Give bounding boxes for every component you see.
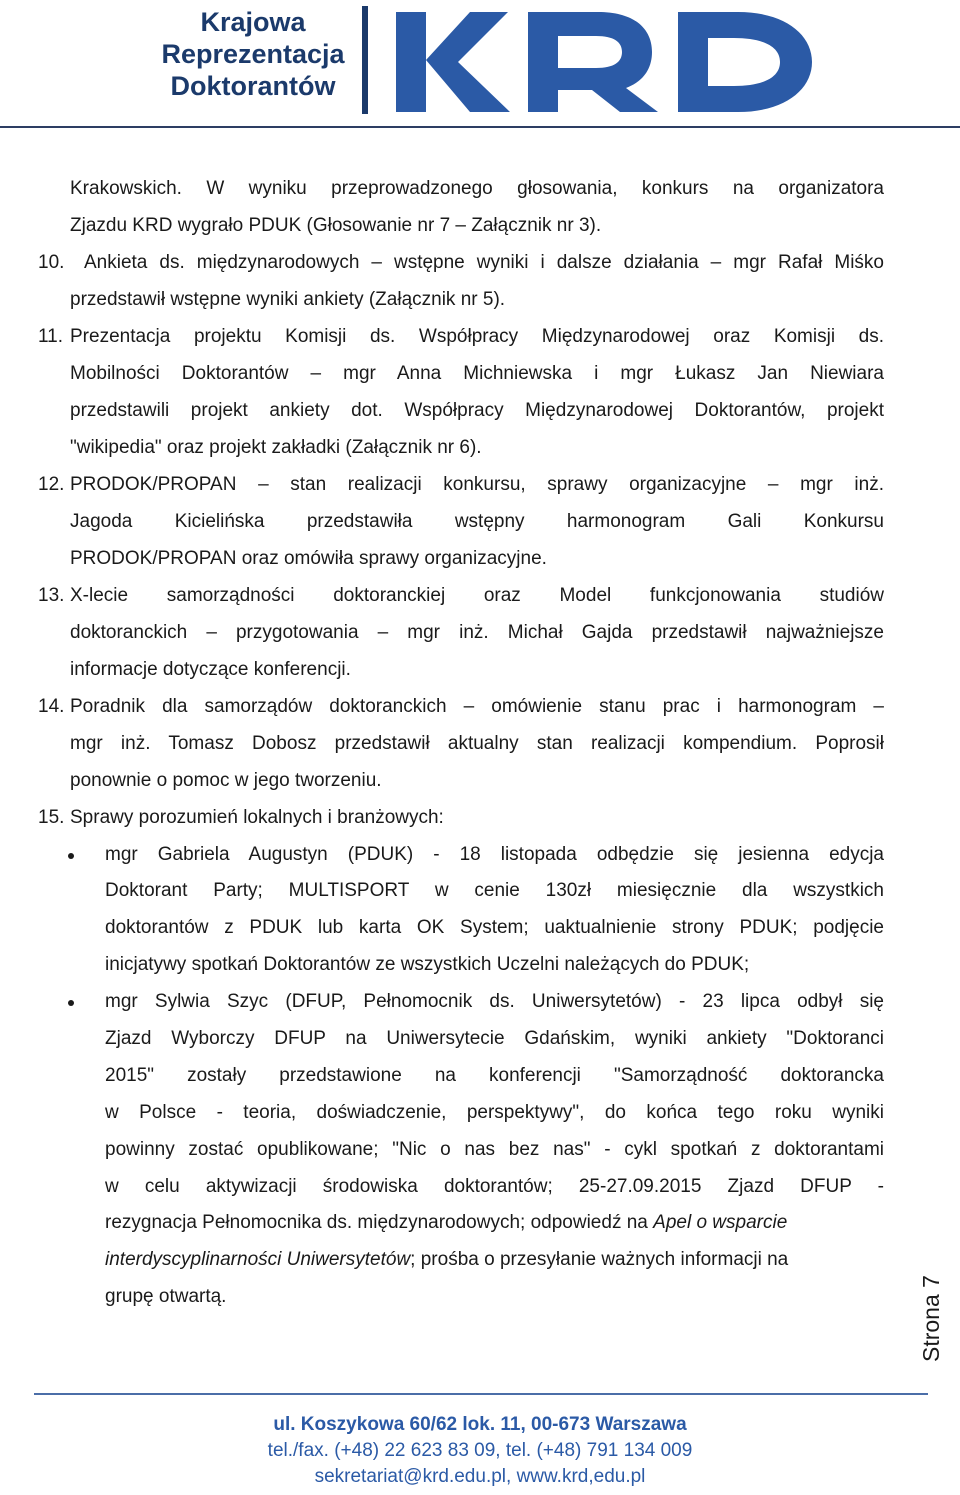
- text-line: powinny zostać opublikowane; "Nic o nas bez nas" - cykl spotkań z doktorantami: [105, 1139, 884, 1160]
- italic-title: Apel o wsparcie: [653, 1212, 788, 1233]
- text-segment: ; prośba o przesyłanie ważnych informacji na: [410, 1249, 789, 1270]
- text-line: PRODOK/PROPAN oraz omówiła sprawy organizacyjne.: [70, 548, 547, 569]
- item-number: 10.: [38, 252, 65, 273]
- text-segment: rezygnacja Pełnomocnika ds. międzynarodowych; odpowiedź na: [105, 1212, 654, 1233]
- page-footer: [0, 1412, 960, 1490]
- text-line: Zjazd Wyborczy DFUP na Uniwersytecie Gdańskim, wyniki ankiety "Doktoranci: [105, 1028, 884, 1049]
- bullet-point: [68, 1000, 74, 1006]
- text-line: w Polsce - teoria, doświadczenie, perspektywy", do końca tego roku wyniki: [105, 1102, 884, 1123]
- org-name-line: Doktorantów: [170, 71, 336, 101]
- text-line: Poradnik dla samorządów doktoranckich – omówienie stanu prac i harmonogram –: [70, 696, 884, 717]
- header-divider: [0, 126, 960, 128]
- text-line: doktoranckich – przygotowania – mgr inż. Michał Gajda przedstawił najważniejsze: [70, 622, 884, 643]
- krd-logo: [362, 2, 922, 118]
- text-line: ponownie o pomoc w jego tworzeniu.: [70, 770, 382, 791]
- text-line: Jagoda Kicielińska przedstawiła wstępny harmonogram Gali Konkursu: [70, 511, 884, 532]
- page-number: Strona 7: [918, 1275, 944, 1362]
- text-line: 2015" zostały przedstawione na konferencji "Samorządność doktorancka: [105, 1065, 884, 1086]
- text-line: [105, 1248, 788, 1272]
- footer-contact: sekretariat@krd.edu.pl, www.krd,edu.pl: [314, 1466, 646, 1487]
- text-line: "wikipedia" oraz projekt zakładki (Załącznik nr 6).: [70, 437, 482, 458]
- text-line: informacje dotyczące konferencji.: [70, 659, 351, 680]
- text-line: mgr inż. Tomasz Dobosz przedstawił aktualny stan realizacji kompendium. Poprosił: [70, 733, 884, 754]
- item-number: 11.: [38, 326, 64, 347]
- item-number: 12.: [38, 474, 65, 495]
- text-line: Ankieta ds. międzynarodowych – wstępne wyniki i dalsze działania – mgr Rafał Miśko: [84, 252, 884, 273]
- text-line: mgr Sylwia Szyc (DFUP, Pełnomocnik ds. Uniwersytetów) - 23 lipca odbył się: [105, 991, 884, 1012]
- text-line: Zjazdu KRD wygrało PDUK (Głosowanie nr 7 – Załącznik nr 3).: [70, 215, 602, 236]
- text-line: przedstawił wstępne wyniki ankiety (Załącznik nr 5).: [70, 289, 506, 310]
- text-line: [105, 1211, 787, 1235]
- italic-title: interdyscyplinarności Uniwersytetów: [105, 1249, 411, 1270]
- footer-phones: tel./fax. (+48) 22 623 83 09, tel. (+48) 791 134 009: [267, 1440, 693, 1461]
- text-line: Krakowskich. W wyniku przeprowadzonego głosowania, konkurs na organizatora: [70, 178, 884, 199]
- item-number: 15.: [38, 807, 65, 828]
- text-line: Prezentacja projektu Komisji ds. Współpracy Międzynarodowej oraz Komisji ds.: [70, 326, 884, 347]
- org-name-line: Reprezentacja: [161, 39, 345, 69]
- org-name-line: Krajowa: [200, 7, 306, 37]
- bullet-point: [68, 853, 74, 859]
- text-line: Doktorant Party; MULTISPORT w cenie 130zł miesięcznie dla wszystkich: [105, 880, 884, 901]
- page-header: [0, 0, 960, 128]
- organization-name: [148, 6, 358, 102]
- text-line: inicjatywy spotkań Doktorantów ze wszystkich Uczelni należących do PDUK;: [105, 954, 750, 975]
- text-line: doktorantów z PDUK lub karta OK System; uaktualnienie strony PDUK; podjęcie: [105, 917, 884, 938]
- text-line: X-lecie samorządności doktoranckiej oraz Model funkcjonowania studiów: [70, 585, 884, 606]
- text-line: PRODOK/PROPAN – stan realizacji konkursu, sprawy organizacyjne – mgr inż.: [70, 474, 884, 495]
- text-line: w celu aktywizacji środowiska doktorantów; 25-27.09.2015 Zjazd DFUP -: [105, 1176, 884, 1197]
- text-line: mgr Gabriela Augustyn (PDUK) - 18 listopada odbędzie się jesienna edycja: [105, 844, 884, 865]
- item-number: 13.: [38, 585, 65, 606]
- text-line: Sprawy porozumień lokalnych i branżowych:: [70, 807, 444, 828]
- text-line: grupę otwartą.: [105, 1286, 227, 1307]
- footer-divider: [34, 1393, 928, 1395]
- footer-address: ul. Koszykowa 60/62 lok. 11, 00-673 Warszawa: [273, 1414, 687, 1435]
- text-line: Mobilności Doktorantów – mgr Anna Michniewska i mgr Łukasz Jan Niewiara: [70, 363, 884, 384]
- text-line: przedstawili projekt ankiety dot. Współpracy Międzynarodowej Doktorantów, projekt: [70, 400, 884, 421]
- item-number: 14.: [38, 696, 65, 717]
